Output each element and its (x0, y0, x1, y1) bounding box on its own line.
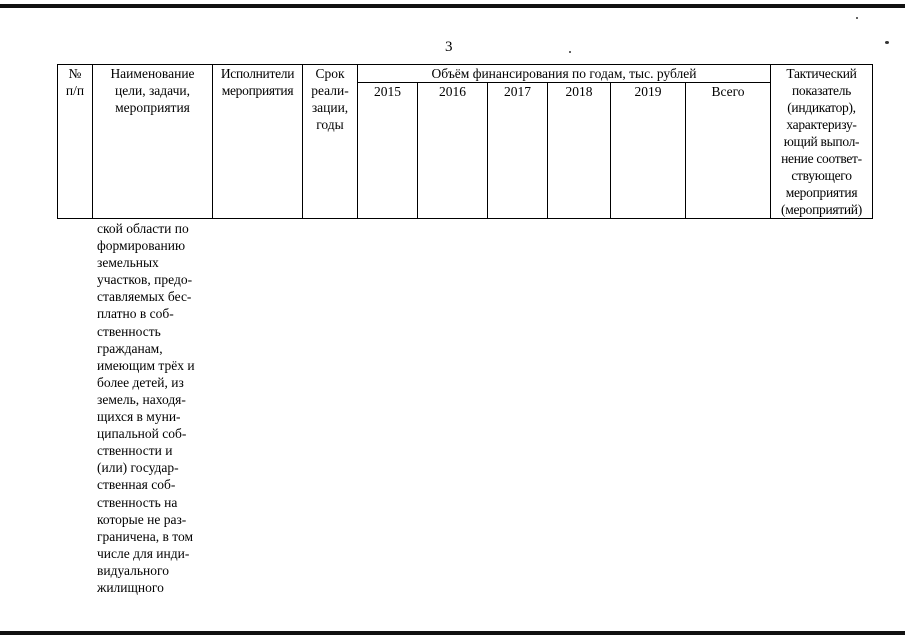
header-total: Всего (686, 83, 771, 219)
header-executors: Исполнители мероприятия (213, 65, 303, 219)
header-indicator: Тактический показатель (индикатор), характеризу- ющий выпол- нение соответ- ствующего мероприятия (мероприятий) (771, 65, 873, 219)
header-year-2018: 2018 (548, 83, 611, 219)
financing-table (57, 64, 873, 219)
header-year-2016: 2016 (418, 83, 488, 219)
header-term: Срок реали- зации, годы (303, 65, 358, 219)
scan-speck (885, 41, 889, 44)
header-year-2019: 2019 (611, 83, 686, 219)
header-financing: Объём финансирования по годам, тыс. рублей (358, 65, 771, 83)
scan-speck (856, 17, 858, 19)
measure-description-continuation: ской области по формированию земельных участков, предо- ставляемых бес- платно в соб- ственность гражданам, имеющим трёх и более детей, из земель, находя- щихся в муни- ципальной соб- ственности и (или) государ- ственная соб- ственность на которые не раз- граничена, в том числе для инди- видуального жилищного (97, 221, 195, 595)
header-name: Наименование цели, задачи, мероприятия (93, 65, 213, 219)
header-year-2017: 2017 (488, 83, 548, 219)
top-rule (0, 4, 905, 8)
page-number: 3 (445, 39, 453, 55)
header-number: № п/п (58, 65, 93, 219)
scan-speck (569, 51, 571, 53)
header-year-2015: 2015 (358, 83, 418, 219)
bottom-rule (0, 631, 905, 635)
